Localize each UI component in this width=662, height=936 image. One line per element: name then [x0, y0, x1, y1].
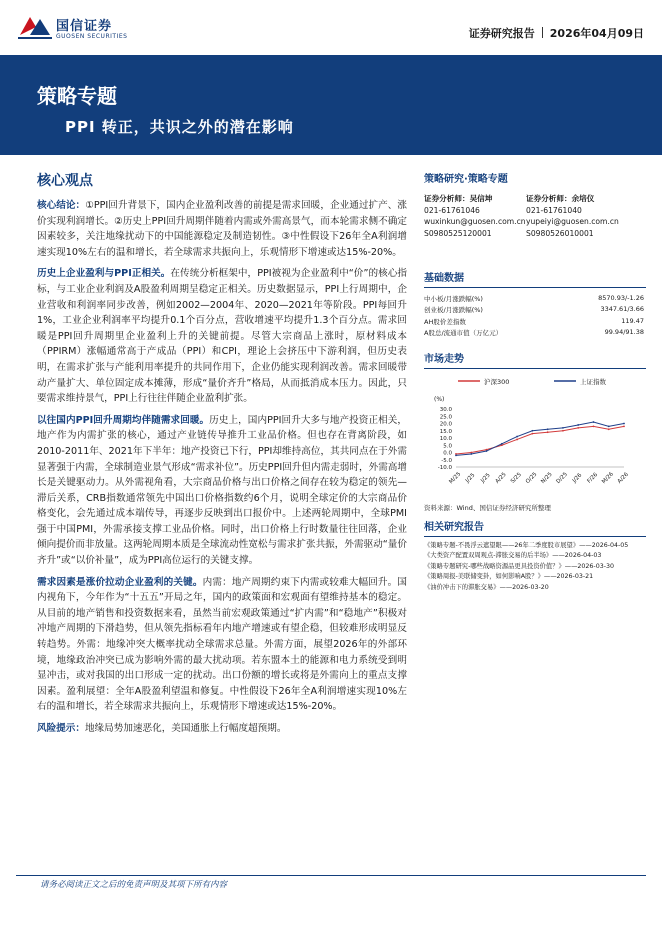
related-report-link[interactable]: 《策略专题-不畏浮云遮望眼——26年二季度股市展望》——2026-04-05 [424, 542, 629, 549]
market-trend-title: 市场走势 [424, 350, 646, 369]
y-tick-label: 10.0 [439, 436, 452, 442]
data-point [486, 450, 488, 452]
sidebar-title: 策略研究·策略专题 [424, 174, 508, 185]
data-point [593, 426, 595, 428]
y-axis-label: (%) [434, 396, 445, 403]
x-tick-label: A/25 [494, 471, 508, 485]
x-tick-label: J/26 [571, 472, 584, 485]
data-point [547, 431, 549, 433]
data-point [547, 428, 549, 430]
market-trend-svg [424, 371, 646, 501]
paragraph-history: 历史上企业盈利与PPI正相关。在传统分析框架中，PPI被视为企业盈利中“价”的核心指标，与工业企业利润及A股盈利周期呈稳定正相关。历史数据显示，PPI上行周期中，企业营收和利润率同步改善，例如2002—2004年、2020—2021年等阶段。PPI每回升1%，工业企业利润率平均提升0.1个百分点，营收增速平均提升1.3个百分点。需求回暖是PPI回升周期里企业盈利上升的关键前提。尽管大宗商品上涨时，原材料成本（PPIRM）涨幅通常高于产成品（PPI）和CPI，理论上会挤压中下游利润，但历史表明，在需求扩张与产能利用率提升的共同作用下，企业仍能实现利润改善。需求回暖带动产量扩大、单位固定成本摊薄，形成“量价齐升”格局，从而抵消成本压力。因此，只要需求维持景气，PPI上行往往伴随企业盈利扩张。 [37, 268, 407, 405]
analyst-email: yupeiyi@guosen.com.cn [526, 217, 619, 226]
x-tick-label: F/26 [586, 471, 600, 485]
x-tick-label: O/25 [524, 471, 539, 486]
sidebar [424, 170, 646, 593]
y-tick-label: 15.0 [439, 428, 452, 435]
paragraph-demand-cycle: 以往国内PPI回升周期均伴随需求回暖。历史上，国内PPI回升大多与地产投资正相关，地产作为内需扩张的核心，通过产业链传导推升工业品价格。但也存在背离阶段，如2010-2011年、2021年下半年：地产投资已下行，PPI却维持高位，其共同点在于外需显著强于内需，全球制造业景气形成“需求补位”。历史PPI回升但内需走弱时，外需高增长是关键驱动力。从外需视角看，大宗商品价格与出口价格之间存在较为稳定的领先—滞后关系，CRB指数通常领先中国出口价格指数约6个月，说明全球定价的大宗商品价格变化，会先通过成本端传导，再逐步反映到出口报价中。上述两轮周期中，全球PMI强于中国PMI，外需承接支撑工业品价格。同时，出口价格上行时数量往往回落，企业倾向提价而非放量。这两轮周期本质是全球流动性宽松与需求扩张共振，外需驱动“量价齐升”或“以价补量”，成为PPI高位运行的关键支撑。 [37, 414, 407, 567]
x-tick-label: N/25 [540, 471, 554, 485]
paragraph-demand-factor: 需求因素是涨价拉动企业盈利的关键。内需：地产周期约束下内需或较难大幅回升。国内视角下，今年作为“十五五”开局之年，国内的政策面和宏观面有望维持基本的稳定。从目前的地产销售和投资数据来看，虽然当前宏观政策通过“扩内需”和“稳地产”积极对冲地产周期的下滑趋势，但从领先指标看年内地产增速或有望企稳，但较难形成明显反转趋势。外需：地缘冲突大概率扰动全球需求总量。外需方面，展望2026年的外部环境，地缘政治冲突已成为影响外需的最大扰动项。若东盟本土的能源和电力系统受到明显冲击，或对我国的出口形成一定的扰动。出口份额的增长或将是外需向上的重点支撑因素。盈利展望：全年A股盈利望温和修复。中性假设下26年全A利润增速实现10%左右的温和增长，若全球需求共振向上，乐观情形下增速或达15%-20%。 [37, 576, 408, 713]
data-point [516, 436, 518, 438]
footer-disclaimer: 请务必阅读正文之后的免责声明及其项下所有内容 [40, 880, 228, 890]
data-point [577, 424, 579, 426]
data-point [577, 427, 579, 429]
x-tick-label: M/25 [448, 471, 463, 486]
y-tick-label: -5.0 [441, 457, 452, 464]
data-point [516, 439, 518, 441]
y-tick-label: 5.0 [443, 443, 452, 450]
data-row: 中小板/月涨跌幅(%) 8570.93/-1.26 [424, 293, 644, 303]
data-point [593, 421, 595, 423]
analyst-card: 证券分析师：余培仪 021-61761040 yupeiyi@guosen.com.cn S0980526010001 [526, 193, 636, 239]
y-tick-label: 20.0 [439, 421, 452, 428]
data-point [562, 430, 564, 432]
paragraph-conclusion: 核心结论：①PPI回升背景下，国内企业盈利改善的前提是需求回暖，企业通过扩产、涨价实现利润增长。②历史上PPI回升周期伴随着内需或外需高景气，而本轮需求侧不确定因素较多，关注地缘扰动下的中国能源稳定及制造韧性。③中性假设下26年全A利润增速实现10%左右的温和增长，若全球需求共振向上，乐观情形下增速或达15%-20%。 [37, 200, 408, 258]
related-report-link[interactable]: 《大类资产配置双周观点-滞胀交易的后半场》——2026-04-03 [424, 552, 602, 560]
data-point [470, 453, 472, 455]
related-reports-list [424, 537, 646, 593]
brand-name-en: GUOSEN SECURITIES [56, 33, 128, 40]
legend-label: 上证指数 [580, 378, 606, 386]
meta-divider [542, 27, 543, 38]
related-reports-title: 相关研究报告 [424, 518, 646, 537]
y-tick-label: 30.0 [439, 407, 452, 413]
data-point [501, 443, 503, 445]
related-report-link[interactable]: 《油价冲击下的滞胀交易》——2026-03-20 [424, 583, 549, 591]
related-report-link[interactable]: 《策略周报-美联储变卦，如何影响A股？》——2026-03-21 [424, 573, 594, 581]
data-point [623, 426, 625, 428]
x-tick-label: J/25 [464, 472, 477, 485]
x-tick-label: A/26 [616, 471, 630, 485]
data-row: 创业板/月涨跌幅(%) 3347.61/3.66 [424, 305, 644, 314]
report-meta [469, 25, 644, 41]
footer-divider [16, 875, 646, 876]
x-tick-label: J/25 [480, 472, 492, 485]
analyst-card: 证券分析师：吴信坤 021-61761046 wuxinkun@guosen.com.cn S0980525120001 [424, 193, 534, 239]
data-point [531, 430, 533, 432]
analyst-email: wuxinkun@guosen.com.cn [424, 217, 526, 226]
y-tick-label: 0.0 [443, 450, 452, 457]
y-tick-label: 25.0 [439, 414, 452, 421]
x-tick-label: S/25 [509, 471, 523, 485]
report-type: 证券研究报告 [468, 27, 535, 40]
data-row: AH股价差指数 119.47 [424, 316, 644, 326]
data-point [608, 428, 610, 430]
report-date: 2026年04月09日 [549, 27, 644, 40]
basic-data-table [424, 288, 646, 344]
data-point [455, 455, 457, 457]
x-tick-label: D/25 [555, 471, 569, 486]
chart-source: 资料来源：Wind、国信证券经济研究所整理 [424, 504, 551, 512]
core-views-section [37, 170, 407, 743]
paragraph-risk: 风险提示：地缘局势加速恶化，美国通胀上行幅度超预期。 [37, 723, 287, 734]
page-title: 策略专题 [37, 84, 117, 108]
data-point [623, 423, 625, 425]
x-tick-label: M/26 [601, 471, 615, 486]
market-trend-chart [424, 371, 646, 501]
data-point [562, 427, 564, 429]
related-report-link[interactable]: 《策略专题研究-哪些战略资源品更具投资价值？》——2026-03-30 [424, 562, 614, 570]
basic-data-title: 基础数据 [424, 269, 646, 288]
data-row: A股总/流通市值（万亿元） 99.94/91.38 [424, 328, 644, 337]
analyst-block [424, 193, 646, 263]
series-line [456, 426, 624, 454]
core-views-title: 核心观点 [37, 173, 93, 189]
page-subtitle: PPI 转正，共识之外的潜在影响 [65, 118, 294, 136]
data-point [531, 433, 533, 435]
data-point [608, 426, 610, 428]
legend-label: 沪深300 [484, 378, 510, 386]
y-tick-label: -10.0 [437, 465, 452, 471]
top-bar [0, 0, 662, 52]
brand-name: 国信证券 [56, 19, 113, 34]
